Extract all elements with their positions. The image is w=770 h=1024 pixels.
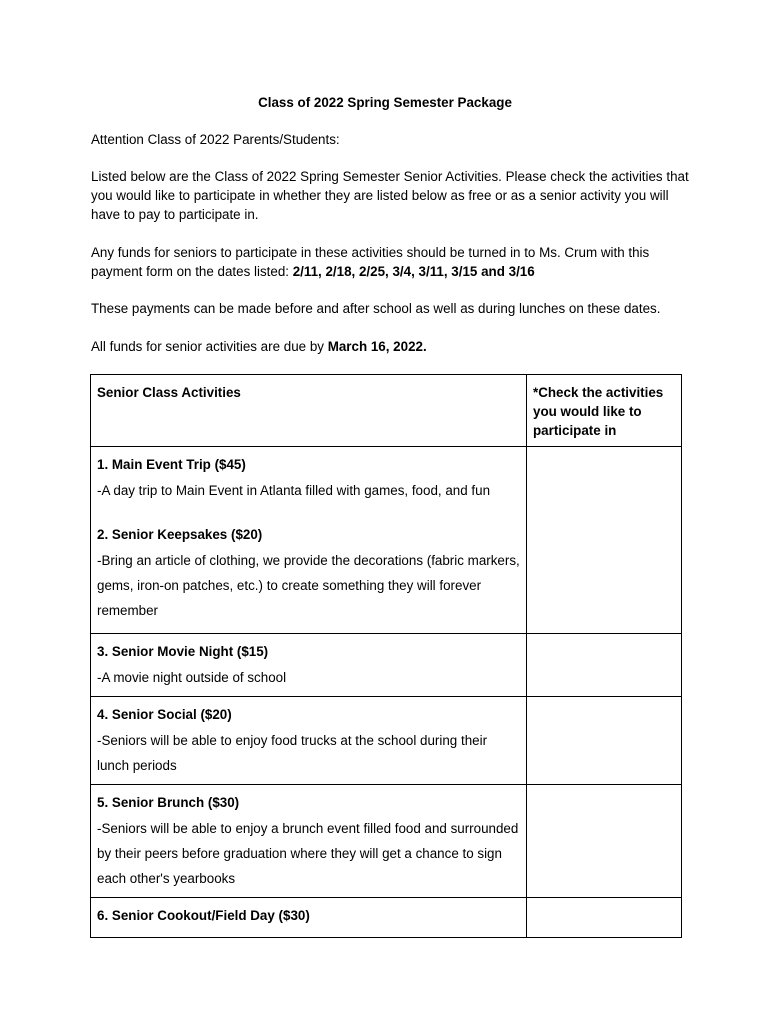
due-date: March 16, 2022. (327, 339, 427, 354)
activity-title: 1. Main Event Trip ($45) (97, 457, 246, 472)
table-row (91, 447, 682, 634)
activity-cell (91, 785, 527, 898)
activity-title: 4. Senior Social ($20) (97, 707, 232, 722)
activity-desc: -Seniors will be able to enjoy food trucks at the school during their lunch periods (97, 733, 488, 773)
activity-cell (91, 447, 527, 634)
activity-desc: -Seniors will be able to enjoy a brunch event filled food and surrounded by their peers before graduation where they will get a chance to sign each other's yearbooks (97, 821, 519, 886)
due-paragraph (91, 337, 691, 356)
table-row (91, 697, 682, 785)
activity-desc: -A movie night outside of school (97, 670, 287, 685)
funds-dates: 2/11, 2/18, 2/25, 3/4, 3/11, 3/15 and 3/16 (292, 264, 535, 279)
activity-cell (91, 634, 527, 697)
activity-desc: -Bring an article of clothing, we provide the decorations (fabric markers, gems, iron-on patches, etc.) to create something they will forever remember (97, 553, 520, 618)
header-activities: Senior Class Activities (91, 375, 527, 447)
header-check: *Check the activities you would like to participate in (527, 375, 682, 447)
check-cell[interactable] (527, 898, 682, 938)
check-cell[interactable] (527, 447, 682, 634)
activity-cell (91, 697, 527, 785)
activity-title: 5. Senior Brunch ($30) (97, 795, 240, 810)
activity-title: 6. Senior Cookout/Field Day ($30) (97, 908, 310, 923)
activities-table (90, 374, 682, 938)
check-cell[interactable] (527, 697, 682, 785)
document-title: Class of 2022 Spring Semester Package (258, 95, 512, 110)
activity-title: 2. Senior Keepsakes ($20) (97, 527, 263, 542)
table-row (91, 785, 682, 898)
funds-text: Any funds for seniors to participate in these activities should be turned in to Ms. Crum with this payment form on the dates listed: (91, 245, 650, 279)
payments-paragraph: These payments can be made before and after school as well as during lunches on these dates. (91, 301, 661, 316)
table-row (91, 898, 682, 938)
check-cell[interactable] (527, 634, 682, 697)
funds-paragraph (91, 243, 691, 281)
activity-cell (91, 898, 527, 938)
check-cell[interactable] (527, 785, 682, 898)
intro-paragraph: Listed below are the Class of 2022 Spring Semester Senior Activities. Please check the activities that you would like to participate in whether they are listed below as free or as a senior activity you will have to pay to participate in. (91, 169, 689, 222)
activity-desc: -A day trip to Main Event in Atlanta filled with games, food, and fun (97, 483, 491, 498)
table-row (91, 634, 682, 697)
attention-line: Attention Class of 2022 Parents/Students: (91, 132, 340, 147)
activity-title: 3. Senior Movie Night ($15) (97, 644, 269, 659)
table-header-row (91, 375, 682, 447)
due-text: All funds for senior activities are due by (91, 339, 328, 354)
